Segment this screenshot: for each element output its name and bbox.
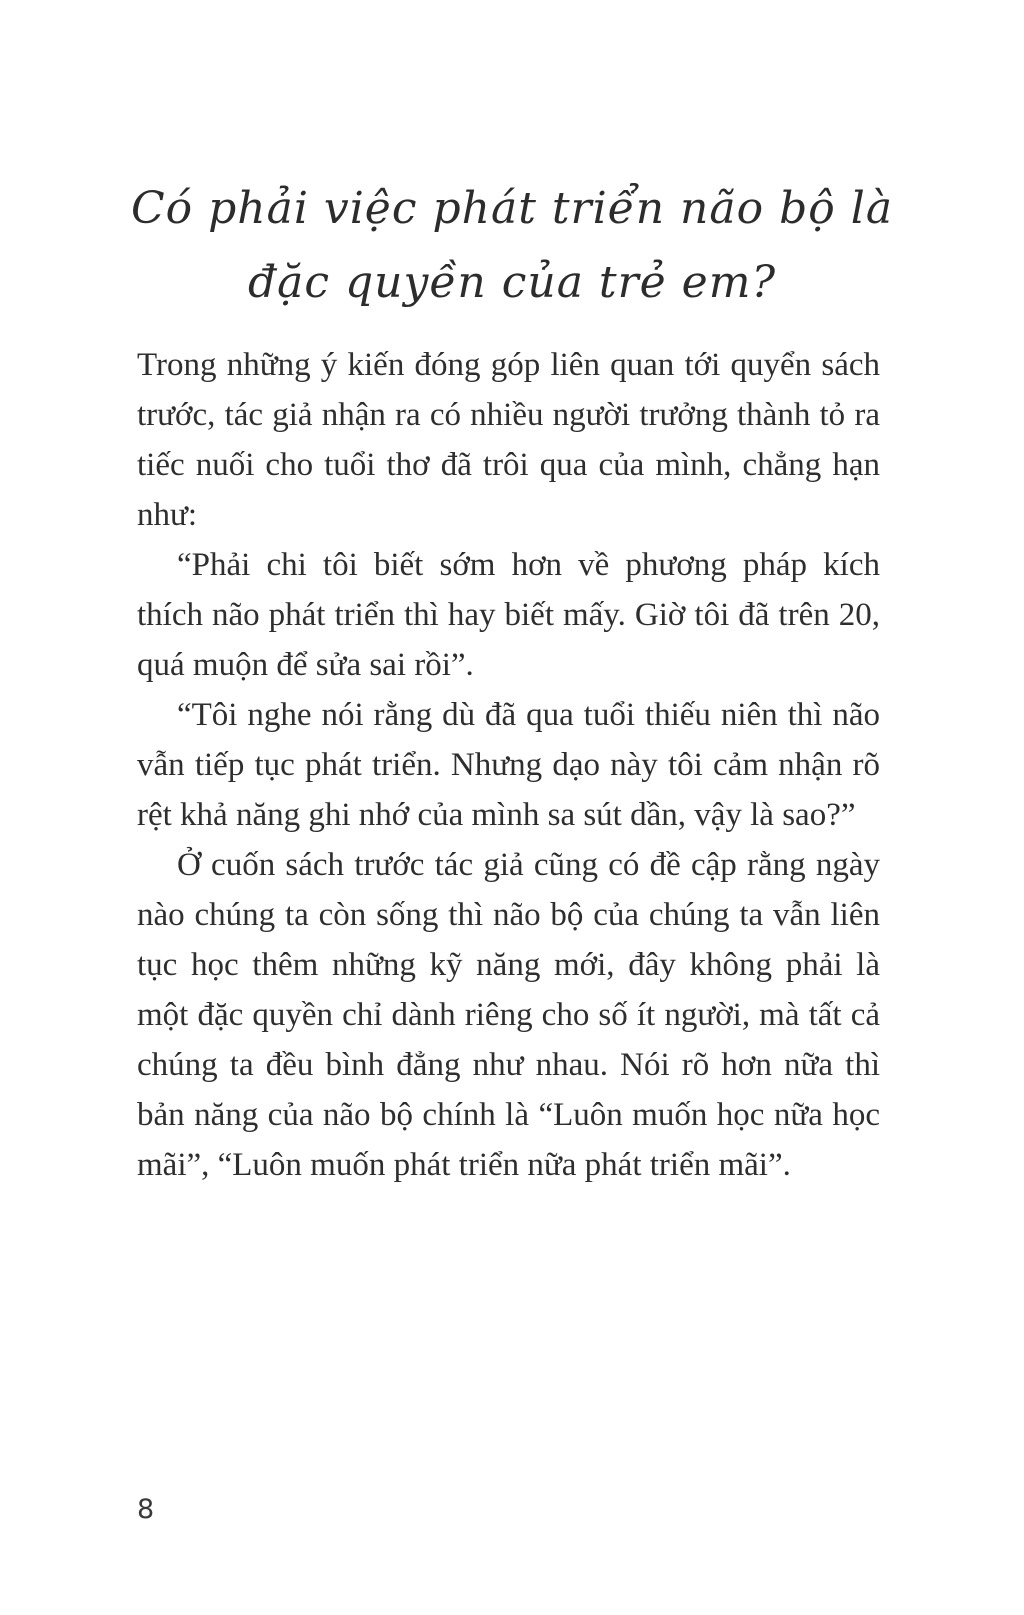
body-text [137, 340, 880, 1190]
chapter-title-line-1: Có phải việc phát triển não bộ là [130, 183, 894, 234]
body-paragraph: Ở cuốn sách trước tác giả cũng có đề cập rằng ngày nào chúng ta còn sống thì não bộ của chúng ta vẫn liên tục học thêm những kỹ năng mới, đây không phải là một đặc quyền chỉ dành riêng cho số ít người, mà tất cả chúng ta đều bình đẳng như nhau. Nói rõ hơn nữa thì bản năng của não bộ chính là “Luôn muốn học nữa học mãi”, “Luôn muốn phát triển nữa phát triển mãi”. [137, 847, 880, 1183]
body-paragraph: “Tôi nghe nói rằng dù đã qua tuổi thiếu niên thì não vẫn tiếp tục phát triển. Nhưng dạo này tôi cảm nhận rõ rệt khả năng ghi nhớ của mình sa sút dần, vậy là sao?” [137, 697, 880, 833]
chapter-title [0, 172, 1024, 320]
chapter-title-line-2: đặc quyền của trẻ em? [247, 257, 777, 308]
body-paragraph: “Phải chi tôi biết sớm hơn về phương pháp kích thích não phát triển thì hay biết mấy. Giờ tôi đã trên 20, quá muộn để sửa sai rồi”. [137, 547, 880, 683]
body-paragraph: Trong những ý kiến đóng góp liên quan tới quyển sách trước, tác giả nhận ra có nhiều người trưởng thành tỏ ra tiếc nuối cho tuổi thơ đã trôi qua của mình, chẳng hạn như: [137, 347, 880, 533]
page-number: 8 [137, 1494, 155, 1525]
